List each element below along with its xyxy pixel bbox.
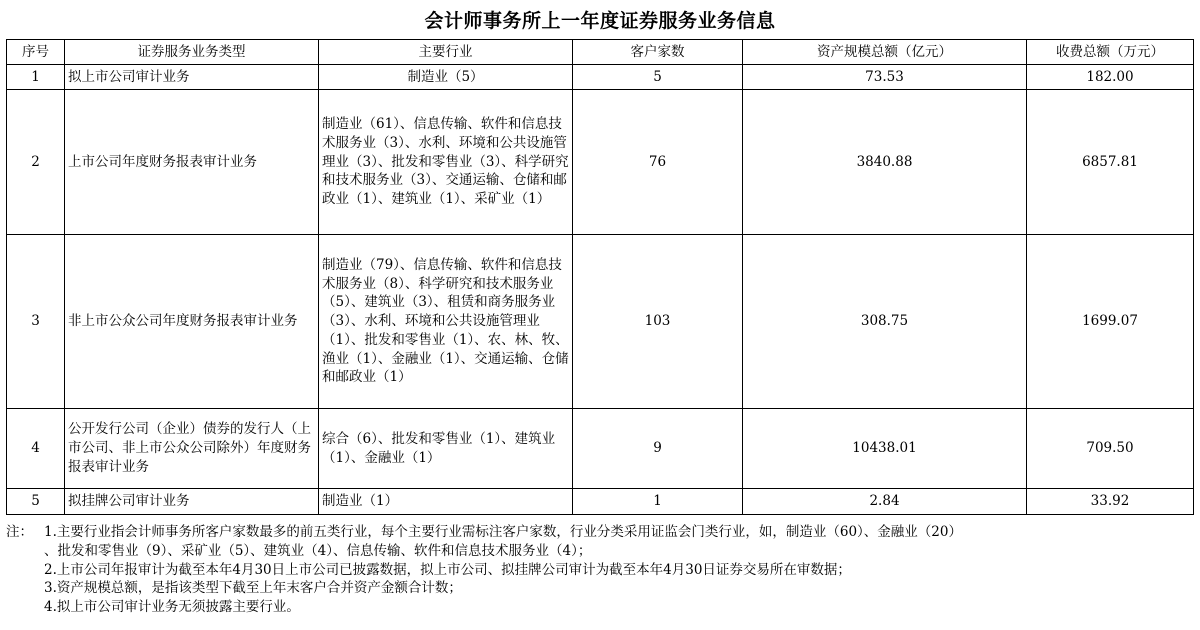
- notes-section: [6, 523, 1196, 617]
- cell-service-type: 拟挂牌公司审计业务: [65, 489, 319, 515]
- cell-main-industry: 制造业（61）、信息传输、软件和信息技术服务业（3）、水利、环境和公共设施管理业（3）、批发和零售业（3）、科学研究和技术服务业（3）、交通运输、仓储和邮政业（1）、建筑业（1）、采矿业（1）: [319, 90, 573, 235]
- note-line-3: 3.资产规模总额，是指该类型下截至上年末客户合并资产金额合计数；: [44, 580, 462, 597]
- cell-client-count: 76: [573, 90, 743, 235]
- cell-service-type: 上市公司年度财务报表审计业务: [65, 90, 319, 235]
- note-line-1: 1.主要行业指会计师事务所客户家数最多的前五类行业，每个主要行业需标注客户家数，行业分类采用证监会门类行业，如，制造业（60）、金融业（20）: [44, 524, 962, 540]
- securities-service-table: [6, 39, 1194, 515]
- note-line-4: 4.拟上市公司审计业务无须披露主要行业。: [44, 599, 300, 616]
- cell-total-assets: 73.53: [743, 65, 1027, 90]
- cell-client-count: 1: [573, 489, 743, 515]
- cell-total-fees: 1699.07: [1027, 235, 1194, 409]
- header-service-type: 证券服务业务类型: [65, 40, 319, 65]
- cell-client-count: 9: [573, 409, 743, 489]
- header-no: 序号: [7, 40, 65, 65]
- table-row: [7, 65, 1194, 90]
- header-main-industry: 主要行业: [319, 40, 573, 65]
- cell-total-assets: 3840.88: [743, 90, 1027, 235]
- cell-service-type: 非上市公众公司年度财务报表审计业务: [65, 235, 319, 409]
- header-total-assets: 资产规模总额（亿元）: [743, 40, 1027, 65]
- cell-main-industry: 综合（6）、批发和零售业（1）、建筑业（1）、金融业（1）: [319, 409, 573, 489]
- cell-total-assets: 308.75: [743, 235, 1027, 409]
- cell-client-count: 5: [573, 65, 743, 90]
- cell-service-type: 拟上市公司审计业务: [65, 65, 319, 90]
- cell-main-industry: 制造业（1）: [319, 489, 573, 515]
- header-total-fees: 收费总额（万元）: [1027, 40, 1194, 65]
- note-line-2: 2.上市公司年报审计为截至本年4月30日上市公司已披露数据，拟上市公司、拟挂牌公司审计为截至本年4月30日证券交易所在审数据；: [44, 561, 851, 578]
- cell-no: 3: [7, 235, 65, 409]
- cell-total-fees: 182.00: [1027, 65, 1194, 90]
- cell-total-fees: 709.50: [1027, 409, 1194, 489]
- cell-client-count: 103: [573, 235, 743, 409]
- table-header-row: [7, 40, 1194, 65]
- table-row: [7, 409, 1194, 489]
- cell-main-industry: 制造业（79）、信息传输、软件和信息技术服务业（8）、科学研究和技术服务业（5）、建筑业（3）、租赁和商务服务业（3）、水利、环境和公共设施管理业（1）、批发和零售业（1）、农、林、牧、渔业（1）、金融业（1）、交通运输、仓储和邮政业（1）: [319, 235, 573, 409]
- header-client-count: 客户家数: [573, 40, 743, 65]
- table-row: [7, 489, 1194, 515]
- cell-main-industry: 制造业（5）: [319, 65, 573, 90]
- cell-total-assets: 2.84: [743, 489, 1027, 515]
- cell-total-fees: 33.92: [1027, 489, 1194, 515]
- notes-label: 注：: [6, 524, 33, 540]
- cell-no: 4: [7, 409, 65, 489]
- table-row: [7, 90, 1194, 235]
- cell-no: 1: [7, 65, 65, 90]
- cell-no: 5: [7, 489, 65, 515]
- cell-service-type: 公开发行公司（企业）债券的发行人（上市公司、非上市公众公司除外）年度财务报表审计业务: [65, 409, 319, 489]
- cell-no: 2: [7, 90, 65, 235]
- cell-total-assets: 10438.01: [743, 409, 1027, 489]
- cell-total-fees: 6857.81: [1027, 90, 1194, 235]
- page-title: 会计师事务所上一年度证券服务业务信息: [424, 10, 776, 32]
- table-row: [7, 235, 1194, 409]
- note-line-1-continued: 、批发和零售业（9）、采矿业（5）、建筑业（4）、信息传输、软件和信息技术服务业（4）；: [44, 542, 592, 559]
